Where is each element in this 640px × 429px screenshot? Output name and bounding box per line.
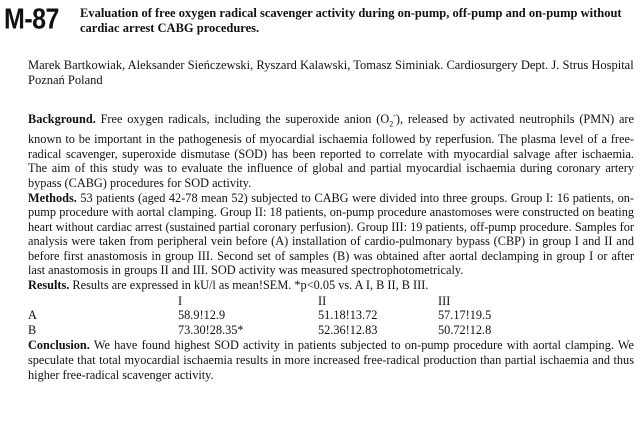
conclusion-text: We have found highest SOD activity in patients subjected to on-pump procedure with aortal clamping. We speculate that total myocardial ischaemia results in more increased free-radical production than partial ischaemia and thus higher free-radical scavenger activity.: [28, 338, 634, 382]
results-header-row: [28, 294, 558, 309]
table-row: [28, 308, 558, 323]
table-cell: 58.9!12.9: [178, 308, 226, 323]
table-cell: 52.36!12.83: [318, 322, 378, 337]
column-header: I: [178, 293, 183, 308]
header-empty: [28, 294, 178, 309]
table-cell: 57.17!19.5: [438, 308, 492, 323]
column-header: III: [438, 293, 451, 308]
author-list: Marek Bartkowiak, Aleksander Sieńczewski, Ryszard Kalawski, Tomasz Siminiak. Cardiosurgery Dept. J. Strus Hospital Poznań Poland: [28, 58, 634, 87]
row-label: A: [28, 308, 37, 323]
conclusion-paragraph: [28, 338, 634, 382]
background-paragraph: [28, 109, 634, 191]
table-cell: 50.72!12.8: [438, 322, 492, 337]
results-paragraph: [28, 278, 634, 293]
table-cell: 51.18!13.72: [318, 308, 378, 323]
table-cell: 73.30!28.35*: [178, 322, 244, 337]
abstract-body: [28, 109, 634, 382]
background-heading: Background.: [28, 112, 96, 127]
results-table: [28, 294, 558, 338]
methods-text: 53 patients (aged 42-78 mean 52) subjected to CABG were divided into three groups. Group I: 16 patients, on-pump procedure with aortal clamping. Group II: 18 patients, on-pump procedure anastomoses were constructed on beating heart without cardiac arrest (sustained partial coronary perfusion). Group III: 19 patients, off-pump procedure. Samples for analysis were taken from peripheral vein before (A) installation of cardio-pulmonary bypass (CBP) in group I and II and before first anastomosis in group III. Second set of samples (B) was obtained after aortal declamping in group I or after last anastomosis in groups II and III. SOD activity was measured spectrophotometricaly.: [28, 190, 634, 278]
results-text: Results are expressed in kU/l as mean!SEM. *p<0.05 vs. A I, B II, B III.: [69, 278, 429, 293]
superscript-minus: -: [393, 111, 396, 120]
background-text-start: Free oxygen radicals, including the superoxide anion (O: [95, 112, 390, 127]
conclusion-heading: Conclusion.: [28, 338, 90, 353]
subscript-2: 2: [389, 119, 394, 129]
row-label: B: [28, 322, 37, 337]
abstract-id: M-87: [4, 3, 59, 36]
table-row: [28, 323, 558, 338]
background-text-end: ), released by activated neutrophils (PMN) are known to be important in the pathogenesis of myocardial ischaemia followed by reperfusion. The plasma level of a free-radical scavenger, superoxide dismutase (SOD) has been reported to correlate with myocardial salvage after ischaemia. The aim of this study was to evaluate the influence of global and partial myocardial ischaemia during coronary artery bypass (CABG) procedures for SOD activity.: [28, 112, 634, 190]
abstract-title: Evaluation of free oxygen radical scavenger activity during on-pump, off-pump and on-pump without cardiac arrest CABG procedures.: [80, 6, 622, 35]
results-heading: Results.: [28, 278, 70, 293]
methods-paragraph: [28, 191, 634, 279]
methods-heading: Methods.: [28, 190, 77, 205]
column-header: II: [318, 293, 327, 308]
